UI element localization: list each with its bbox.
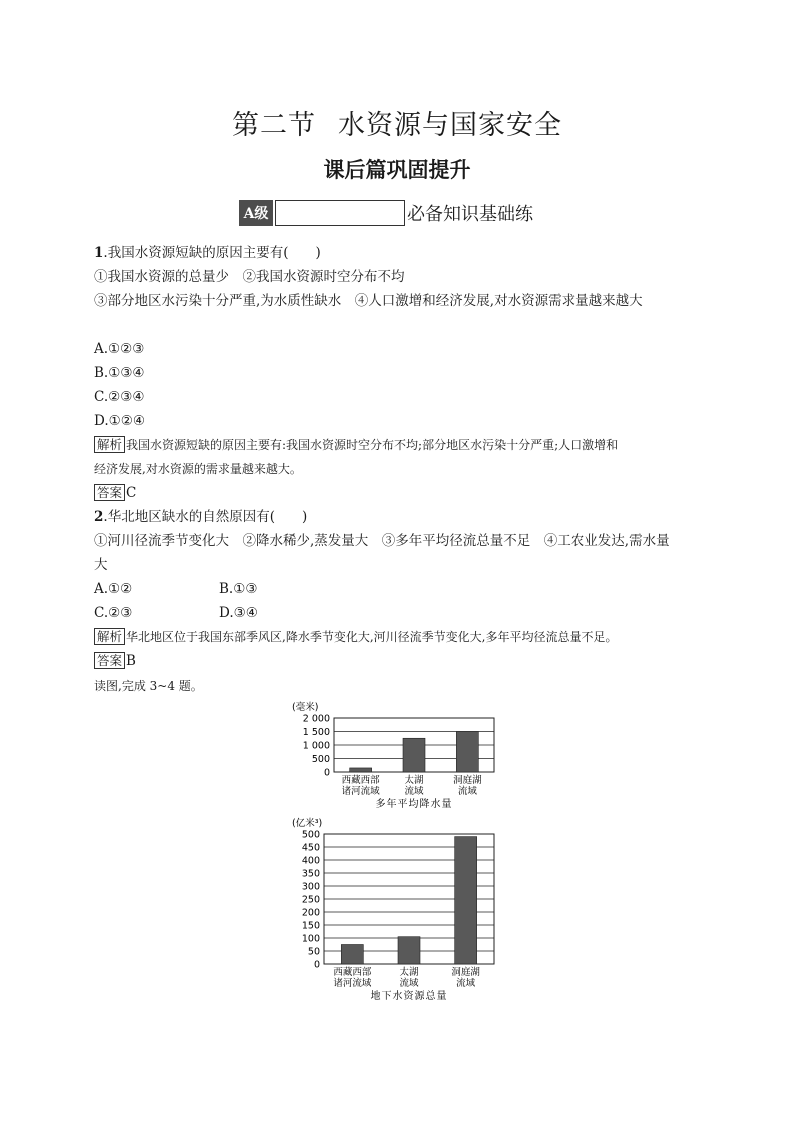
q1-stem-text: .我国水资源短缺的原因主要有( ) [103,245,321,261]
level-header [239,198,533,228]
answer-tag: 答案 [94,484,125,501]
bar [398,937,420,964]
y-tick-label: 200 [301,907,320,919]
q2-stem [94,508,307,526]
x-category-label: 太湖 [404,775,424,786]
bar [341,945,363,965]
page-subtitle: 课后篇巩固提升 [323,158,471,182]
x-category-label: 洞庭湖 [451,967,480,978]
chart-title: 地下水资源总量 [370,991,448,1002]
bar [350,768,372,772]
q1-analysis [94,436,618,454]
x-category-label: 洞庭湖 [453,775,482,786]
q1-option-b: B.①③④ [94,365,145,381]
x-category-label: 西藏西部 [341,775,380,786]
q1-stem [94,244,321,262]
y-tick-label: 0 [313,959,320,971]
q2-option-c: C.②③ [94,605,133,621]
q2-analysis [94,628,617,646]
q1-analysis-line2: 经济发展,对水资源的需求量越来越大。 [94,462,302,476]
x-category-label: 流域 [456,978,476,989]
q2-option-d: D.③④ [219,605,258,621]
level-text: 必备知识基础练 [407,204,533,225]
x-category-label: 西藏西部 [333,967,372,978]
q1-option-c: C.②③④ [94,389,145,405]
y-tick-label: 0 [323,767,330,779]
chart-title: 多年平均降水量 [375,799,453,810]
q1-number: 1 [94,245,104,261]
level-blank-box [275,200,405,226]
bar [456,732,478,773]
q2-answer-value: B [126,653,136,669]
q1-answer-value: C [126,485,137,501]
q2-items-line2: 大 [94,557,108,573]
section-title: 水资源与国家安全 [338,110,562,141]
y-tick-label: 150 [301,920,320,932]
q2-stem-text: .华北地区缺水的自然原因有( ) [103,509,308,525]
q1-analysis-line1: 我国水资源短缺的原因主要有:我国水资源时空分布不均;部分地区水污染十分严重;人口激增和 [126,438,619,452]
precipitation-bar-chart [290,696,510,818]
q2-items-line1: ①河川径流季节变化大 ②降水稀少,蒸发量大 ③多年平均径流总量不足 ④工农业发达,需水量 [94,533,670,549]
q1-items-line1: ①我国水资源的总量少 ②我国水资源时空分布不均 [94,269,405,285]
q2-analysis-text: 华北地区位于我国东部季风区,降水季节变化大,河川径流季节变化大,多年平均径流总量不足。 [126,630,618,644]
x-category-label: 诸河流域 [341,786,380,797]
page-title [0,103,794,142]
x-category-label: 流域 [399,978,419,989]
q2-option-b: B.①③ [219,581,258,597]
y-tick-label: 100 [301,933,320,945]
y-tick-label: 450 [301,842,320,854]
q2-option-a: A.①② [94,581,133,597]
y-tick-label: 400 [301,855,320,867]
y-axis-unit: (亿米³) [292,818,323,829]
analysis-tag: 解析 [94,628,125,645]
q1-answer [94,484,136,502]
analysis-tag: 解析 [94,436,125,453]
y-tick-label: 500 [311,754,330,765]
y-tick-label: 1 000 [302,740,330,752]
section-number: 第二节 [232,110,316,141]
x-category-label: 流域 [404,786,424,797]
x-category-label: 太湖 [399,967,419,978]
y-tick-label: 500 [301,829,320,841]
y-tick-label: 350 [301,868,320,880]
q2-number: 2 [94,509,104,525]
y-tick-label: 250 [301,894,320,906]
x-category-label: 诸河流域 [333,978,372,989]
groundwater-bar-chart [290,814,510,1010]
y-tick-label: 300 [301,881,320,893]
q1-items-line2: ③部分地区水污染十分严重,为水质性缺水 ④人口激增和经济发展,对水资源需求量越来越大 [94,293,643,309]
bar [455,837,477,964]
x-category-label: 流域 [457,786,477,797]
reading-instruction: 读图,完成 3~4 题。 [94,679,203,693]
q1-option-d: D.①②④ [94,413,145,429]
q2-answer [94,652,136,670]
y-tick-label: 1 500 [302,727,330,738]
level-badge: A级 [239,200,273,226]
y-tick-label: 50 [307,946,320,958]
answer-tag: 答案 [94,652,125,669]
q1-option-a: A.①②③ [94,341,145,357]
bar [403,738,425,772]
y-tick-label: 2 000 [302,713,330,725]
y-axis-unit: (毫米) [292,702,319,713]
